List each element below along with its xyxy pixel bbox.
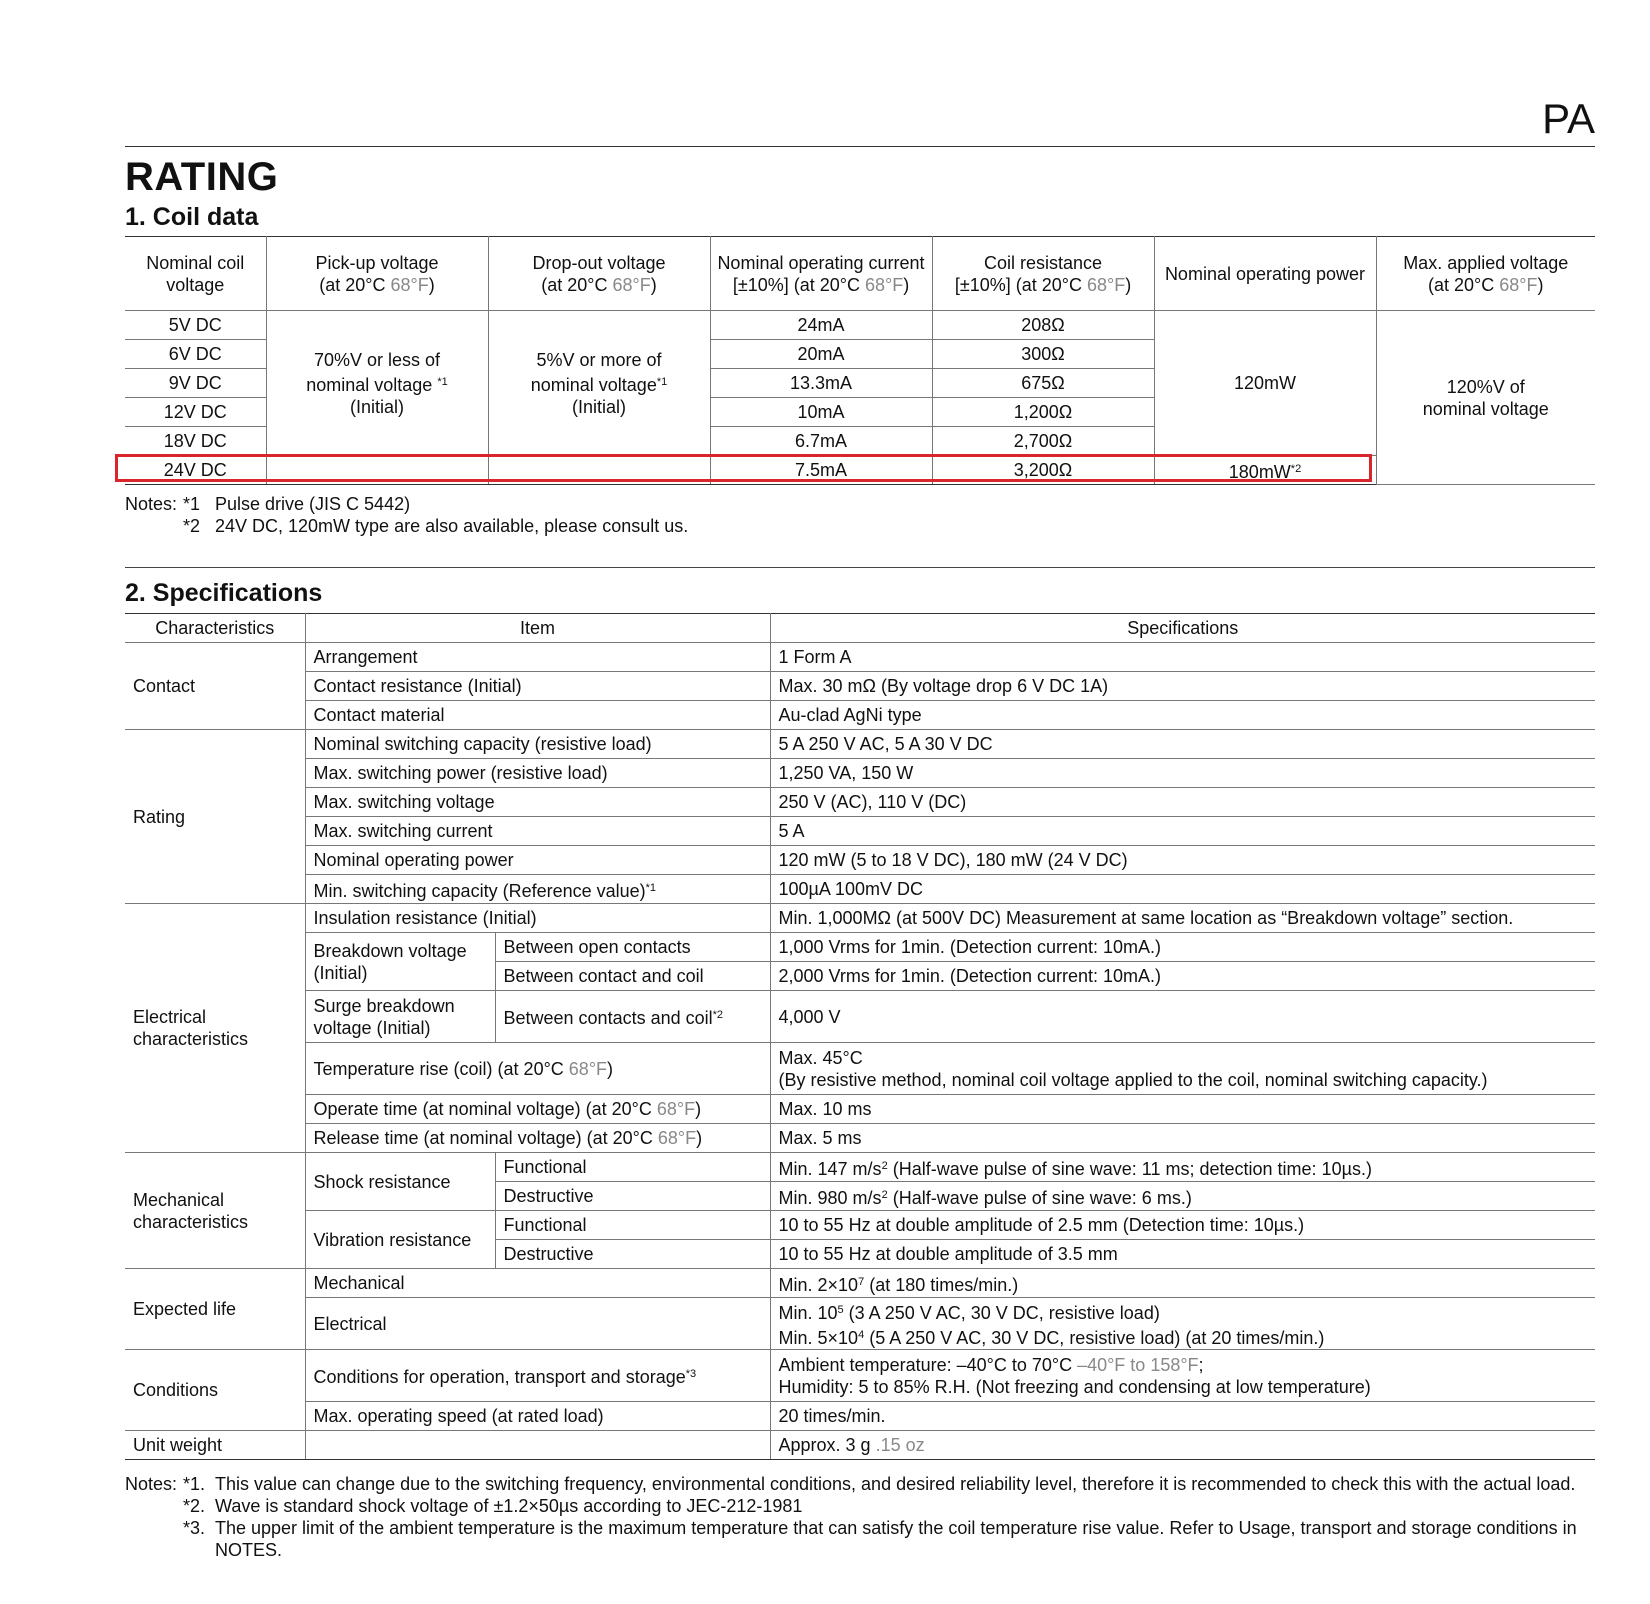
spec-item: Conditions for operation, transport and storage$^{*3}$ [305,1350,770,1402]
spec-item: Surge breakdown voltage (Initial) [305,991,495,1043]
spec-value: Min. $2\times 10^7$ (at 180 times/min.) [770,1269,1595,1298]
spec-row [125,817,1595,846]
top-divider [125,146,1595,147]
header-pickup-voltage: Pick-up voltage (at 20°C 68°F) [266,237,488,311]
spec-value: Min. $10^5$ (3 A 250 V AC, 30 V DC, resistive load) Min. $5\times 10^4$ (5 A 250 V AC, 30 V DC, resistive load) (at 20 times/min.) [770,1298,1595,1350]
header-characteristics: Characteristics [125,614,305,643]
spec-row [125,788,1595,817]
spec-value: 2,000 Vrms for 1min. (Detection current: 10mA.) [770,962,1595,991]
spec-row [125,1124,1595,1153]
group-conditions: Conditions [125,1350,305,1431]
header-specifications: Specifications [770,614,1595,643]
coil-row-highlighted [125,456,1595,485]
spec-row [125,1211,1595,1240]
coil-voltage: 12V DC [125,398,266,427]
spec-subitem: Destructive [495,1240,770,1269]
coil-resistance: 208Ω [932,311,1154,340]
spec-value: 5 A [770,817,1595,846]
spec-header-row [125,614,1595,643]
coil-voltage: 18V DC [125,427,266,456]
pickup-voltage-cell: 70%V or less of nominal voltage $^{*1}$ (Initial) [266,311,488,456]
spec-item: Min. switching capacity (Reference value)$^{*1}$ [305,875,770,904]
group-rating: Rating [125,730,305,904]
coil-current: 24mA [710,311,932,340]
note-item: *3. The upper limit of the ambient temperature is the maximum temperature that can satisfy the coil temperature rise value. Refer to Usage, transport and storage conditions in NOTES. [183,1518,1577,1560]
spec-item: Mechanical [305,1269,770,1298]
spec-item: Electrical [305,1298,770,1350]
coil-current: 13.3mA [710,369,932,398]
spec-item: Contact material [305,701,770,730]
coil-power: $180mW^{*2}$ [1154,456,1376,485]
spec-row [125,1043,1595,1095]
group-contact: Contact [125,643,305,730]
note-item: Notes: *1 Pulse drive (JIS C 5442) [125,494,411,514]
spec-item: Breakdown voltage (Initial) [305,933,495,991]
spec-subitem: Destructive [495,1182,770,1211]
page-title: RATING [125,155,279,199]
coil-current: 10mA [710,398,932,427]
spec-value: 1,250 VA, 150 W [770,759,1595,788]
spec-value: Au-clad AgNi type [770,701,1595,730]
spec-item: Release time (at nominal voltage) (at 20°C 68°F) [305,1124,770,1153]
coil-resistance: 2,700Ω [932,427,1154,456]
spec-value: Max. 30 mΩ (By voltage drop 6 V DC 1A) [770,672,1595,701]
spec-value: 250 V (AC), 110 V (DC) [770,788,1595,817]
spec-notes [125,1473,1595,1561]
spec-row [125,1431,1595,1460]
spec-value: Min. 980 $m/s^2$ (Half-wave pulse of sine wave: 6 ms.) [770,1182,1595,1211]
group-mechanical: Mechanical characteristics [125,1153,305,1269]
dropout-voltage-cell: 5%V or more of nominal voltage$^{*1}$ (Initial) [488,311,710,456]
max-applied-voltage-cell: 120%V of nominal voltage [1376,311,1595,485]
group-expected-life: Expected life [125,1269,305,1350]
pickup-empty [266,456,488,485]
spec-item: Insulation resistance (Initial) [305,904,770,933]
spec-row [125,1269,1595,1298]
coil-voltage: 6V DC [125,340,266,369]
coil-resistance: 675Ω [932,369,1154,398]
spec-value: 1,000 Vrms for 1min. (Detection current: 10mA.) [770,933,1595,962]
spec-value: 1 Form A [770,643,1595,672]
spec-item: Max. switching power (resistive load) [305,759,770,788]
coil-data-heading: 1. Coil data [125,203,259,231]
note-item: *2 24V DC, 120mW type are also available, please consult us. [183,516,689,536]
coil-resistance: 300Ω [932,340,1154,369]
spec-subitem: Functional [495,1153,770,1182]
spec-item: Max. switching current [305,817,770,846]
spec-row [125,904,1595,933]
spec-row [125,991,1595,1043]
spec-value: Approx. 3 g .15 oz [770,1431,1595,1460]
spec-row [125,846,1595,875]
coil-voltage: 9V DC [125,369,266,398]
spec-item: Arrangement [305,643,770,672]
spec-row [125,1402,1595,1431]
spec-value: Min. 1,000MΩ (at 500V DC) Measurement at same location as “Breakdown voltage” section. [770,904,1595,933]
spec-value: 120 mW (5 to 18 V DC), 180 mW (24 V DC) [770,846,1595,875]
spec-subitem: Between contact and coil [495,962,770,991]
spec-row [125,933,1595,962]
spec-item-empty [305,1431,770,1460]
spec-row [125,672,1595,701]
header-max-applied-voltage: Max. applied voltage (at 20°C 68°F) [1376,237,1595,311]
header-nominal-operating-current: Nominal operating current [±10%] (at 20°C 68°F) [710,237,932,311]
spec-row [125,1153,1595,1182]
coil-resistance: 1,200Ω [932,398,1154,427]
series-name: PA [1542,95,1595,142]
header-dropout-voltage: Drop-out voltage (at 20°C 68°F) [488,237,710,311]
spec-value: Max. 10 ms [770,1095,1595,1124]
coil-current: 6.7mA [710,427,932,456]
spec-value: 20 times/min. [770,1402,1595,1431]
spec-item: Nominal operating power [305,846,770,875]
specifications-table [125,613,1595,1460]
spec-item: Max. switching voltage [305,788,770,817]
spec-value: 100µA 100mV DC [770,875,1595,904]
spec-item: Operate time (at nominal voltage) (at 20°C 68°F) [305,1095,770,1124]
spec-value: 10 to 55 Hz at double amplitude of 2.5 mm (Detection time: 10µs.) [770,1211,1595,1240]
group-unit-weight: Unit weight [125,1431,305,1460]
coil-resistance: 3,200Ω [932,456,1154,485]
spec-subitem: Between open contacts [495,933,770,962]
spec-value: Max. 5 ms [770,1124,1595,1153]
spec-row [125,759,1595,788]
header-item: Item [305,614,770,643]
spec-row [125,875,1595,904]
coil-voltage: 24V DC [125,456,266,485]
spec-row [125,1350,1595,1402]
coil-header-row [125,237,1595,311]
spec-item: Vibration resistance [305,1211,495,1269]
operating-power-cell: 120mW [1154,311,1376,456]
note-item: *2. Wave is standard shock voltage of ±1.2×50µs according to JEC-212-1981 [183,1496,803,1516]
group-electrical: Electrical characteristics [125,904,305,1153]
header-nominal-coil-voltage: Nominal coil voltage [125,237,266,311]
coil-data-table [125,236,1595,485]
spec-row [125,643,1595,672]
header-coil-resistance: Coil resistance [±10%] (at 20°C 68°F) [932,237,1154,311]
spec-item: Temperature rise (coil) (at 20°C 68°F) [305,1043,770,1095]
coil-row [125,311,1595,340]
spec-value: Ambient temperature: –40°C to 70°C –40°F to 158°F; Humidity: 5 to 85% R.H. (Not freezing and condensing at low temperature) [770,1350,1595,1402]
spec-item: Max. operating speed (at rated load) [305,1402,770,1431]
coil-notes [125,493,688,537]
spec-value: 4,000 V [770,991,1595,1043]
spec-row [125,1095,1595,1124]
spec-value: Min. 147 $m/s^2$ (Half-wave pulse of sine wave: 11 ms; detection time: 10µs.) [770,1153,1595,1182]
note-item: Notes: *1. This value can change due to the switching frequency, environmental conditions, and desired reliability level, therefore it is recommended to check this with the actual load. [125,1474,1576,1494]
coil-current: 20mA [710,340,932,369]
header-nominal-operating-power: Nominal operating power [1154,237,1376,311]
coil-current: 7.5mA [710,456,932,485]
dropout-empty [488,456,710,485]
spec-subitem: Between contacts and coil$^{*2}$ [495,991,770,1043]
section-divider [125,567,1595,568]
spec-item: Nominal switching capacity (resistive load) [305,730,770,759]
spec-value: Max. 45°C (By resistive method, nominal coil voltage applied to the coil, nominal switching capacity.) [770,1043,1595,1095]
coil-voltage: 5V DC [125,311,266,340]
spec-row [125,701,1595,730]
spec-item: Contact resistance (Initial) [305,672,770,701]
spec-row [125,1298,1595,1350]
spec-subitem: Functional [495,1211,770,1240]
spec-value: 5 A 250 V AC, 5 A 30 V DC [770,730,1595,759]
specifications-heading: 2. Specifications [125,579,323,607]
spec-value: 10 to 55 Hz at double amplitude of 3.5 mm [770,1240,1595,1269]
spec-item: Shock resistance [305,1153,495,1211]
spec-row [125,730,1595,759]
